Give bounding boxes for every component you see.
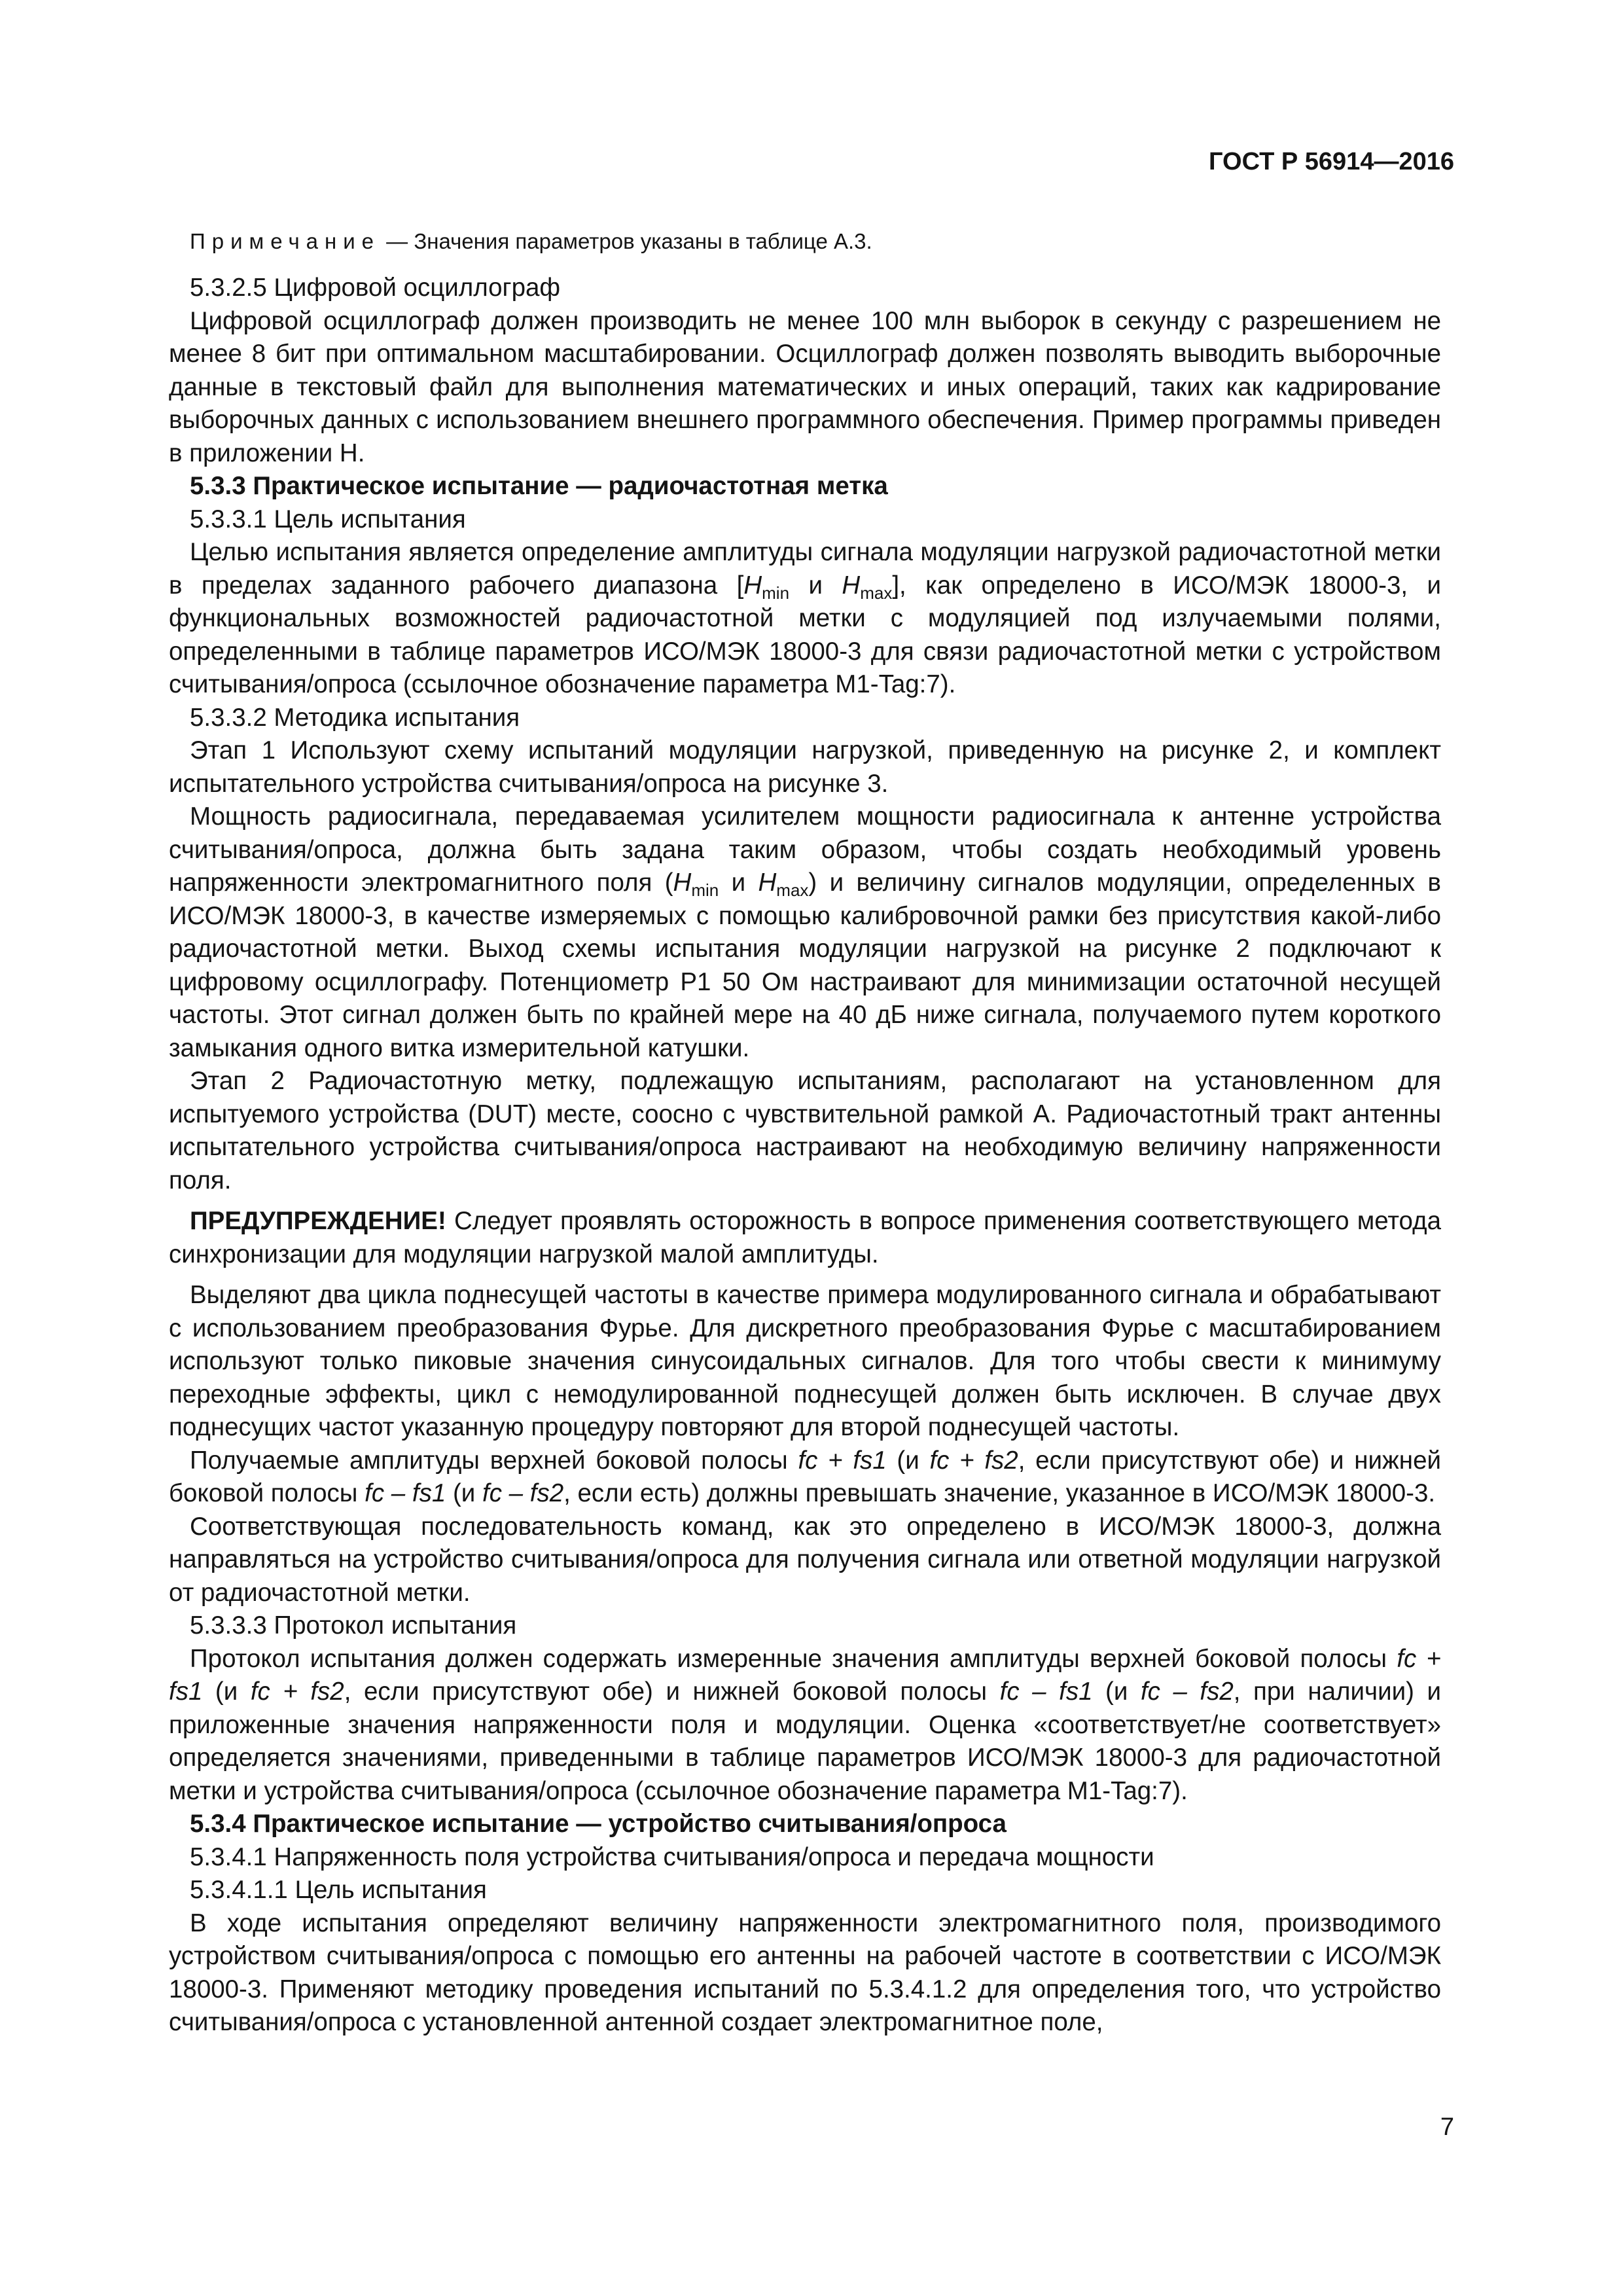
section-5-3-4-1-1-title: 5.3.4.1.1 Цель испытания — [190, 1876, 487, 1904]
section-5-3-3-2-title: 5.3.3.2 Методика испытания — [190, 703, 520, 732]
section-5-3-4-heading — [169, 1808, 1441, 1841]
page-number: 7 — [1440, 2113, 1454, 2141]
section-5-3-4-1-title: 5.3.4.1 Напряженность поля устройства считывания/опроса и передача мощности — [190, 1842, 1154, 1871]
paragraph-sideband-amplitudes: Получаемые амплитуды верхней боковой полосы fc + fs1 (и fc + fs2, если присутствуют обе) и нижней боковой полосы fc – fs1 (и fc – fs2, если есть) должны превышать значение, указанное в ИСО/МЭК 18000-3. — [169, 1446, 1441, 1507]
section-5-3-3-heading-text: 5.3.3 Практическое испытание — радиочастотная метка — [190, 472, 888, 500]
paragraph-subcarrier-cycles: Выделяют два цикла поднесущей частоты в качестве примера модулированного сигнала и обрабатывают с использованием преобразования Фурье. Для дискретного преобразования Фурье с масштабированием используют только пиковые значения синусоидальных сигналов. Для того чтобы свести к минимуму переходные эффекты, цикл с немодулированной поднесущей должен быть исключен. В случае двух поднесущих частот указанную процедуру повторяют для второй поднесущей частоты. — [169, 1281, 1441, 1441]
paragraph-rf-power: Мощность радиосигнала, передаваемая усилителем мощности радиосигнала к антенне устройства считывания/опроса, должна быть задана таким образом, чтобы создать необходимый уровень напряженности электромагнитного поля ($H_{min}$ и $H_{max}$) и величину сигналов модуляции, определенных в ИСО/МЭК 18000-3, в качестве измеряемых с помощью калибровочной рамки без присутствия какой-либо радиочастотной метки. Выход схемы испытания модуляции нагрузкой на рисунке 2 подключают к цифровому осциллографу. Потенциометр P1 50 Ом настраивают для минимизации остаточной несущей частоты. Этот сигнал должен быть по крайней мере на 40 дБ ниже сигнала, получаемого путем короткого замыкания одного витка измерительной катушки. — [169, 802, 1441, 1062]
document-body — [169, 226, 1441, 2039]
paragraph-warning — [169, 1205, 1441, 1271]
standard-id-header: ГОСТ Р 56914—2016 — [1209, 148, 1454, 175]
warning-label: ПРЕДУПРЕЖДЕНИЕ! — [190, 1207, 446, 1235]
paragraph-step-1: Этап 1 Используют схему испытаний модуляции нагрузкой, приведенную на рисунке 2, и комплект испытательного устройства считывания/опроса на рисунке 3. — [169, 736, 1441, 798]
paragraph-test-protocol: Протокол испытания должен содержать измеренные значения амплитуды верхней боковой полосы fc + fs1 (и fc + fs2, если присутствуют обе) и нижней боковой полосы fc – fs1 (и fc – fs2, при наличии) и приложенные значения напряженности поля и модуляции. Оценка «соответствует/не соответствует» определяется значениями, приведенными в таблице параметров ИСО/МЭК 18000-3 для радиочастотной метки и устройства считывания/опроса (ссылочное обозначение параметра M1-Tag:7). — [169, 1644, 1441, 1805]
note-label: Примечание — [190, 229, 381, 253]
section-5-3-4-heading-text: 5.3.4 Практическое испытание — устройство считывания/опроса — [190, 1810, 1007, 1838]
warning-text: Следует проявлять осторожность в вопросе применения соответствующего метода синхронизации для модуляции нагрузкой малой амплитуды. — [169, 1207, 1441, 1268]
paragraph-test-goal: Целью испытания является определение амплитуды сигнала модуляции нагрузкой радиочастотной метки в пределах заданного рабочего диапазона [$H_{min}$ и $H_{max}$], как определено в ИСО/МЭК 18000-3, и функциональных возможностей радиочастотной метки с модуляцией под излучаемыми полями, определенными в таблице параметров ИСО/МЭК 18000-3 для связи радиочастотной метки с устройством считывания/опроса (ссылочное обозначение параметра M1-Tag:7). — [169, 538, 1441, 698]
paragraph-reader-test-goal: В ходе испытания определяют величину напряженности электромагнитного поля, производимого устройством считывания/опроса с помощью его антенны на рабочей частоте в соответствии с ИСО/МЭК 18000-3. Применяют методику проведения испытаний по 5.3.4.1.2 для определения того, что устройство считывания/опроса с установленной антенной создает электромагнитное поле, — [169, 1909, 1441, 2036]
note-text: — Значения параметров указаны в таблице А.3. — [380, 229, 872, 253]
section-5-3-3-heading — [169, 470, 1441, 503]
section-5-3-3-3-title: 5.3.3.3 Протокол испытания — [190, 1611, 517, 1640]
section-5-3-2-5-title: 5.3.2.5 Цифровой осциллограф — [190, 274, 561, 302]
section-5-3-3-1-title: 5.3.3.1 Цель испытания — [190, 505, 466, 533]
paragraph-oscilloscope: Цифровой осциллограф должен производить не менее 100 млн выборок в секунду с разрешением не менее 8 бит при оптимальном масштабировании. Осциллограф должен позволять выводить выборочные данные в текстовый файл для выполнения математических и иных операций, таких как кадрирование выборочных данных с использованием внешнего программного обеспечения. Пример программы приведен в приложении Н. — [169, 306, 1441, 467]
paragraph-step-2: Этап 2 Радиочастотную метку, подлежащую испытаниям, располагают на установленном для испытуемого устройства (DUT) месте, соосно с чувствительной рамкой А. Радиочастотный тракт антенны испытательного устройства считывания/опроса настраивают на необходимую величину напряженности поля. — [169, 1067, 1441, 1194]
paragraph-command-sequence: Соответствующая последовательность команд, как это определено в ИСО/МЭК 18000-3, должна направляться на устройство считывания/опроса для получения сигнала или ответной модуляции нагрузкой от радиочастотной метки. — [169, 1512, 1441, 1607]
note — [169, 226, 1441, 257]
